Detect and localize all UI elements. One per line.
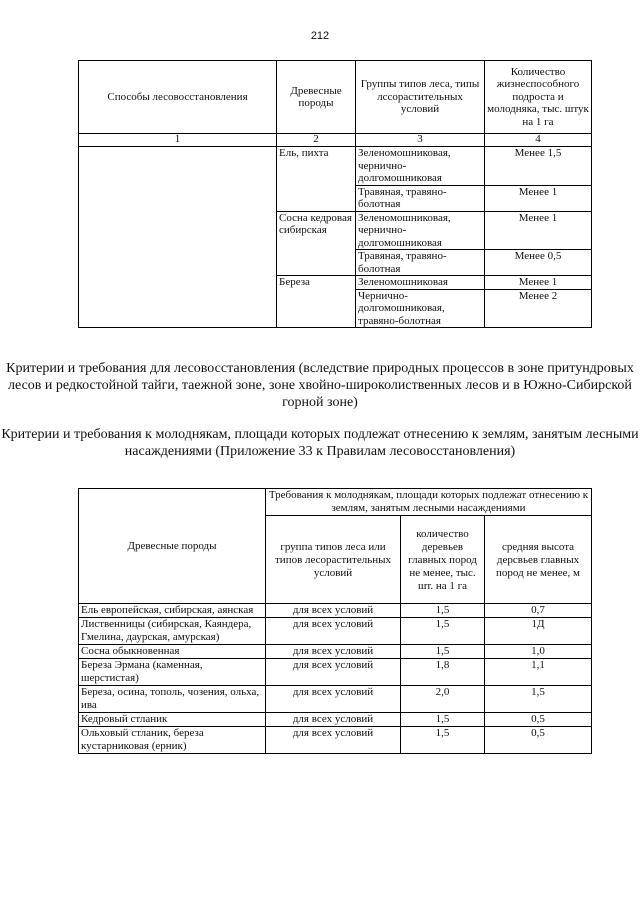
forest-type-cell: Травяная, травяно-болотная xyxy=(356,250,485,276)
section-heading: Критерии и требования к молоднякам, площади которых подлежат отнесению к землям, занятым лесными насаждениями (Приложение 33 к Правилам лесовосстановления) xyxy=(1,427,639,459)
condition-cell: для всех условий xyxy=(266,645,401,659)
species-cell: Сосна обыкновенная xyxy=(79,645,266,659)
quantity-cell: Менее 0,5 xyxy=(485,250,592,276)
count-cell: 1,5 xyxy=(401,645,485,659)
height-cell: 1,0 xyxy=(485,645,592,659)
species-cell: Береза xyxy=(277,276,356,328)
table-row xyxy=(79,604,592,618)
height-cell: 1Д xyxy=(485,618,592,645)
header-species: Древесные породы xyxy=(79,489,266,604)
young-stand-requirements-table xyxy=(78,488,592,754)
quantity-cell: Менее 1,5 xyxy=(485,147,592,186)
header-forest-types: Группы типов леса, типы лссорастительных условий xyxy=(356,61,485,134)
forest-type-cell: Зеленомошниковая xyxy=(356,276,485,290)
forest-type-cell: Чернично-долгомошниковая, травяно-болотная xyxy=(356,289,485,328)
column-number-row xyxy=(79,134,592,147)
condition-cell: для всех условий xyxy=(266,604,401,618)
forest-type-cell: Зеленомошниковая, чернично-долгомошниковая xyxy=(356,211,485,250)
section-heading: Критерии и требования для лесовосстановления (вследствие природных процессов в зоне притундровых лесов и редкостойной тайги, таежной зоне, зоне хвойно-широколиственных лесов и в Южно-Сибирской горной зоне) xyxy=(6,361,634,410)
count-cell: 1,5 xyxy=(401,713,485,727)
column-number: 2 xyxy=(277,134,356,147)
count-cell: 1,5 xyxy=(401,618,485,645)
condition-cell: для всех условий xyxy=(266,686,401,713)
species-cell: Лиственницы (сибирская, Каяндера, Гмелина, даурская, амурская) xyxy=(79,618,266,645)
condition-cell: для всех условий xyxy=(266,659,401,686)
table-row xyxy=(79,686,592,713)
page-number: 212 xyxy=(310,30,330,42)
species-cell: Кедровый стланик xyxy=(79,713,266,727)
header-average-height: средняя высота дерсвьев главных пород не менее, м xyxy=(485,516,592,604)
reforestation-criteria-table xyxy=(78,60,592,328)
species-cell: Береза Эрмана (каменная, шерстистая) xyxy=(79,659,266,686)
quantity-cell: Менее 1 xyxy=(485,276,592,290)
methods-cell xyxy=(79,147,277,328)
count-cell: 2,0 xyxy=(401,686,485,713)
table-row xyxy=(79,645,592,659)
quantity-cell: Менее 1 xyxy=(485,185,592,211)
table-row xyxy=(79,659,592,686)
condition-cell: для всех условий xyxy=(266,713,401,727)
header-species: Древесные породы xyxy=(277,61,356,134)
species-cell: Сосна кедровая сибирская xyxy=(277,211,356,276)
header-quantity: Количество жизнеспособного подроста и молодняка, тыс. штук на 1 га xyxy=(485,61,592,134)
table-header-row xyxy=(79,61,592,134)
table-row xyxy=(79,727,592,754)
height-cell: 0,5 xyxy=(485,713,592,727)
quantity-cell: Менее 2 xyxy=(485,289,592,328)
height-cell: 0,7 xyxy=(485,604,592,618)
column-number: 4 xyxy=(485,134,592,147)
height-cell: 1,5 xyxy=(485,686,592,713)
table-row xyxy=(79,618,592,645)
species-cell: Ель, пихта xyxy=(277,147,356,212)
forest-type-cell: Зеленомошниковая, чернично-долгомошниковая xyxy=(356,147,485,186)
quantity-cell: Менее 1 xyxy=(485,211,592,250)
table-row xyxy=(79,147,592,186)
count-cell: 1,5 xyxy=(401,727,485,754)
column-number: 1 xyxy=(79,134,277,147)
condition-cell: для всех условий xyxy=(266,618,401,645)
species-cell: Береза, осина, тополь, чозения, ольха, ива xyxy=(79,686,266,713)
species-cell: Ольховый стланик, береза кустарниковая (ерник) xyxy=(79,727,266,754)
header-requirements-group: Требования к молоднякам, площади которых подлежат отнесению к землям, занятым лесными насаждениями xyxy=(266,489,592,516)
header-forest-type-group: группа типов леса или типов лесорастительных условий xyxy=(266,516,401,604)
count-cell: 1,8 xyxy=(401,659,485,686)
header-tree-count: количество деревьев главных пород не менее, тыс. шт. на 1 га xyxy=(401,516,485,604)
height-cell: 0,5 xyxy=(485,727,592,754)
column-number: 3 xyxy=(356,134,485,147)
count-cell: 1,5 xyxy=(401,604,485,618)
height-cell: 1,1 xyxy=(485,659,592,686)
table-header-row xyxy=(79,489,592,516)
forest-type-cell: Травяная, травяно-болотная xyxy=(356,185,485,211)
table-row xyxy=(79,713,592,727)
species-cell: Ель европейская, сибирская, аянская xyxy=(79,604,266,618)
condition-cell: для всех условий xyxy=(266,727,401,754)
header-methods: Способы лесовосстановления xyxy=(79,61,277,134)
